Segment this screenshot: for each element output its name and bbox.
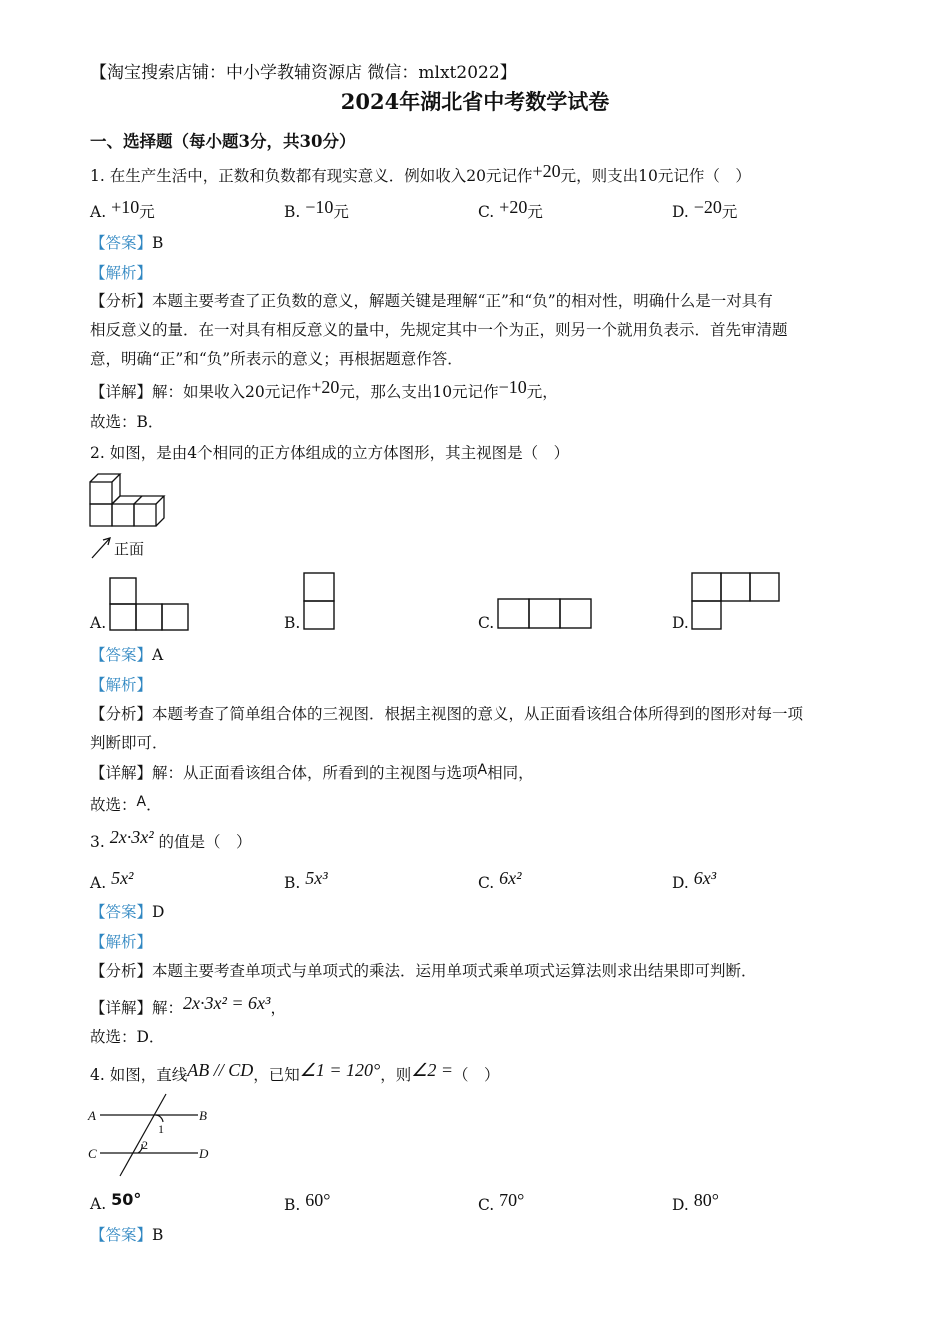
q4-option-c: C. 70°: [478, 1190, 525, 1214]
q3-option-a: A. 5x²: [90, 868, 134, 892]
q4-angle-1-label: 1: [158, 1122, 164, 1136]
q2-stem: 2. 如图，是由4个相同的正方体组成的立方体图形，其主视图是（ ）: [90, 444, 570, 462]
q1-option-b: B. −10元: [284, 197, 349, 221]
q4-label-d: D: [199, 1146, 209, 1161]
q2-option-a-figure: [108, 576, 194, 632]
q1-detail: 【详解】解：如果收入20元记作+20元，那么支出10元记作−10元，: [90, 377, 558, 401]
q1-stem: 1. 在生产生活中，正数和负数都有现实意义．例如收入20元记作+20元，则支出10元记作（ ）: [90, 161, 751, 185]
q1-fenxi-line2: 相反意义的量．在一对具有相反意义的量中，先规定其中一个为正，则另一个就用负表示．首先审清题: [90, 321, 788, 339]
q2-front-label: 正面: [114, 540, 145, 558]
q1-fenxi-line3: 意，明确“正”和“负”所表示的意义；再根据题意作答．: [90, 350, 463, 368]
page-title: 2024年湖北省中考数学试卷: [340, 89, 610, 114]
q2-option-c-letter: C.: [478, 614, 495, 632]
q4-label-b: B: [199, 1108, 207, 1123]
q3-answer: 【答案】D: [90, 903, 165, 921]
q1-option-a: A. +10元: [90, 197, 155, 221]
q3-option-b: B. 5x³: [284, 868, 328, 892]
q1-conclusion: 故选：B．: [90, 413, 164, 431]
q1-analysis-tag: 【解析】: [90, 264, 153, 282]
q4-label-c: C: [88, 1146, 97, 1161]
q3-fenxi: 【分析】本题主要考查单项式与单项式的乘法．运用单项式乘单项式运算法则求出结果即可判断．: [90, 962, 757, 980]
q2-option-b-figure: [302, 571, 338, 633]
q1-option-c: C. +20元: [478, 197, 543, 221]
q4-stem: 4. 如图，直线AB // CD，已知∠1 = 120°，则∠2 =（ ）: [90, 1060, 500, 1084]
q1-fenxi-line1: 【分析】本题主要考查了正负数的意义，解题关键是理解“正”和“负”的相对性，明确什么是一对具有: [90, 292, 773, 310]
q4-option-b: B. 60°: [284, 1190, 331, 1214]
q2-option-b-letter: B.: [284, 614, 301, 632]
q3-option-c: C. 6x²: [478, 868, 522, 892]
q2-fenxi-line2: 判断即可．: [90, 734, 168, 752]
q4-angle-2-label: 2: [142, 1138, 148, 1152]
q3-analysis-tag: 【解析】: [90, 933, 153, 951]
q2-option-d-figure: [690, 571, 782, 633]
q4-option-d: D. 80°: [672, 1190, 719, 1214]
q2-option-a-letter: A.: [90, 614, 107, 632]
q3-detail: 【详解】解：2x·3x² = 6x³，: [90, 993, 286, 1017]
q1-answer: 【答案】B: [90, 234, 164, 252]
q3-conclusion: 故选：D．: [90, 1028, 165, 1046]
q2-answer: 【答案】A: [90, 646, 164, 664]
q3-stem: 3. 2x·3x² 的值是（ ）: [90, 827, 252, 851]
q4-answer: 【答案】B: [90, 1226, 164, 1244]
q3-option-d: D. 6x³: [672, 868, 717, 892]
q4-label-a: A: [88, 1108, 96, 1123]
q2-conclusion: 故选：A．: [90, 794, 162, 814]
q4-option-a: A. 50°: [90, 1190, 142, 1213]
q4-parallel-lines-figure: [86, 1092, 216, 1178]
section-heading: 一、选择题（每小题3分，共30分）: [90, 132, 356, 151]
q2-detail: 【详解】解：从正面看该组合体，所看到的主视图与选项A相同，: [90, 762, 534, 782]
q2-option-d-letter: D.: [672, 614, 689, 632]
q1-option-d: D. −20元: [672, 197, 738, 221]
watermark-header: 【淘宝搜索店铺：中小学教辅资源店 微信：mlxt2022】: [90, 63, 517, 83]
q2-option-c-figure: [496, 597, 596, 631]
q2-fenxi-line1: 【分析】本题考查了简单组合体的三视图．根据主视图的意义，从正面看该组合体所得到的图形对每一项: [90, 705, 804, 723]
q2-analysis-tag: 【解析】: [90, 676, 153, 694]
